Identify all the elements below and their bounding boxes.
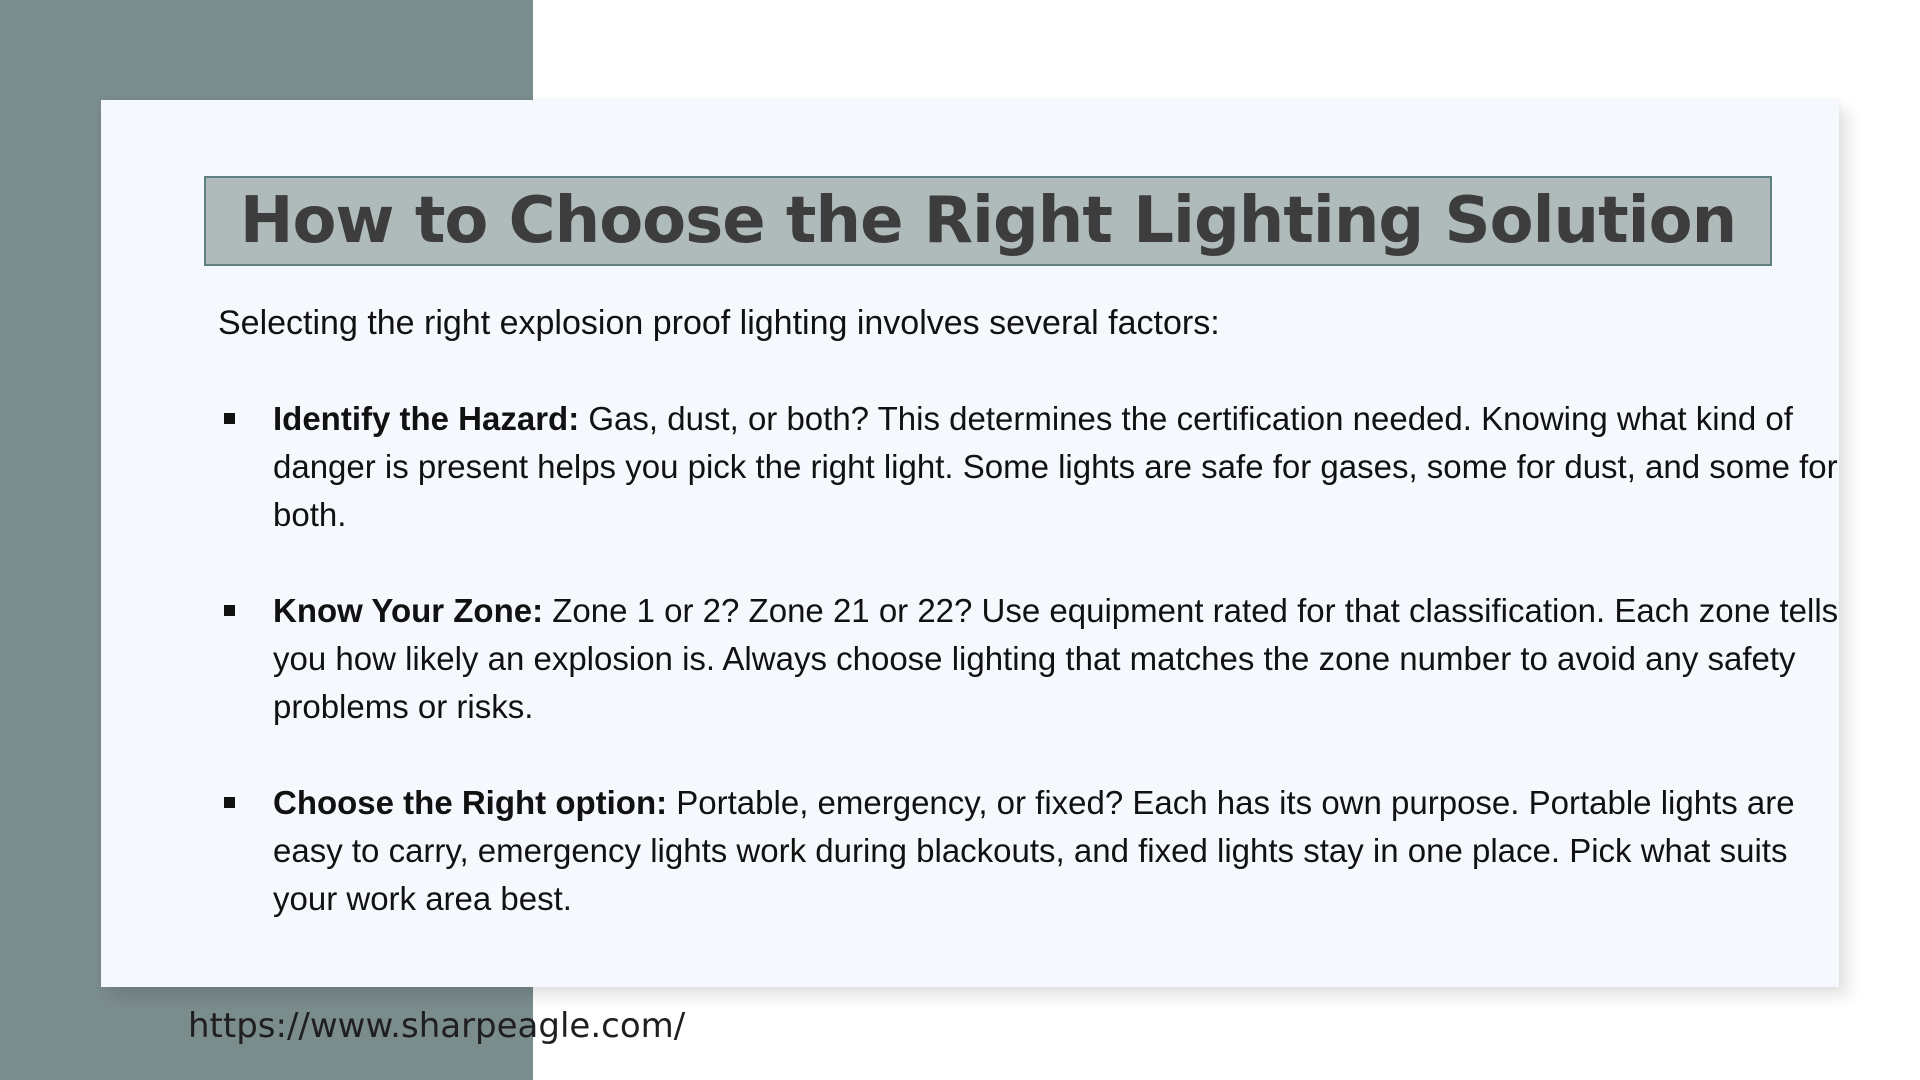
bullet-text: Gas, dust, or both? This determines the certification needed. Knowing what kind of danger is present helps you pick the right light. Some lights are safe for gases, some for dust, and some for both. [273, 400, 1838, 533]
square-bullet-icon [224, 413, 235, 424]
bullet-lead: Choose the Right option: [273, 784, 677, 821]
bullet-list [218, 395, 1898, 971]
bullet-item-hazard [218, 395, 1853, 539]
footer-url: https://www.sharpeagle.com/ [188, 1006, 686, 1046]
bullet-lead: Know Your Zone: [273, 592, 553, 629]
square-bullet-icon [224, 605, 235, 616]
bullet-text: Zone 1 or 2? Zone 21 or 22? Use equipment rated for that classification. Each zone tells you how likely an explosion is. Always choose lighting that matches the zone number to avoid any safety problems or risks. [273, 592, 1839, 725]
square-bullet-icon [224, 797, 235, 808]
intro-text: Selecting the right explosion proof lighting involves several factors: [218, 304, 1220, 342]
bullet-text: Portable, emergency, or fixed? Each has its own purpose. Portable lights are easy to carry, emergency lights work during blackouts, and fixed lights stay in one place. Pick what suits your work area best. [273, 784, 1795, 917]
title-box [204, 176, 1772, 266]
content-card [101, 100, 1839, 987]
bullet-item-option [218, 779, 1853, 923]
slide-title: How to Choose the Right Lighting Solution [239, 184, 1737, 258]
bullet-item-zone [218, 587, 1853, 731]
bullet-lead: Identify the Hazard: [273, 400, 589, 437]
